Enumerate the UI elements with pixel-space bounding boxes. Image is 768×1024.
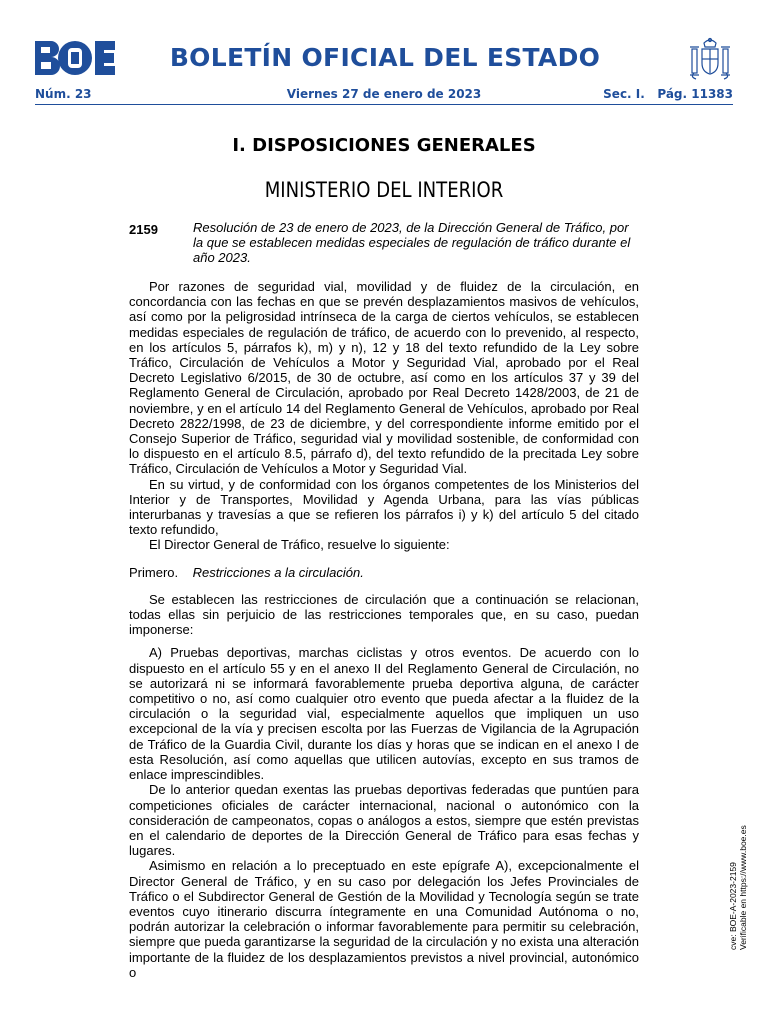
entry-number: 2159 (129, 222, 158, 237)
paragraph: A) Pruebas deportivas, marchas ciclistas y otros eventos. De acuerdo con lo dispuesto en el artículo 55 y en el anexo II del Reglamento General de Circulación, no se autorizará ni se informará favorablemente prueba deportiva alguna, de carácter competitivo o no, así como cualquier otro evento que pueda afectar a la fluidez de la circulación o la seguridad vial, especialmente aquellos que impliquen un uso excepcional de la vía y precisen escolta por las Fuerzas de Vigilancia de la Agrupación de Tráfico de la Guardia Civil, durante los días y horas que se indican en el anexo I de esta Resolución, así como aquellas que utilicen autovías, excepto en sus tramos de enlace imprescindibles. (129, 645, 639, 783)
coat-of-arms-icon (688, 37, 732, 81)
paragraph: Asimismo en relación a lo preceptuado en este epígrafe A), excepcionalmente el Director General de Tráfico, y en su caso por delegación los Jefes Provinciales de Tráfico o el Subdirector General de Gestión de la Movilidad y Tecnología según se trate eventos cuyo itinerario discurra íntegramente en una Comunidad Autónoma o no, podrán autorizar la celebración o informar favorablemente para permitir su celebración, siempre que pueda garantizarse la seguridad de la circulación y no exista una alteración importante de la fluidez de los desplazamientos previstos a nivel provincial, autonómico o (129, 858, 639, 980)
verification-link[interactable]: Verificable en https://www.boe.es (738, 825, 748, 950)
article-label: Primero. (129, 564, 179, 580)
article-title: Restricciones a la circulación. (192, 564, 364, 580)
paragraph: Por razones de seguridad vial, movilidad y de fluidez de la circulación, en concordancia con las fechas en que se prevén desplazamientos masivos de vehículos, así como por la peligrosidad intrínseca de la carga de ciertos vehículos, se establecen medidas especiales de regulación de tráfico, de acuerdo con lo prevenido, al respecto, en los artículos 5, párrafos k), m) y n), 12 y 18 del texto refundido de la Ley sobre Tráfico, Circulación de Vehículos a Motor y Seguridad Vial, aprobado por el Real Decreto Legislativo 6/2015, de 30 de octubre, así como en los artículos 37 y 39 del Reglamento General de Circulación, aprobado por Real Decreto 1428/2003, de 21 de noviembre, y en el artículo 14 del Reglamento General de Vehículos, aprobado por Real Decreto 2822/1998, de 23 de diciembre, y del correspondiente informe emitido por el Consejo Superior de Tráfico, seguridad vial y movilidad sostenible, de conformidad con lo dispuesto en el artículo 8.5, párrafo d), del texto refundido de la precitada Ley sobre Tráfico, Circulación de Vehículos a Motor y Seguridad Vial. (129, 279, 639, 477)
section-title: I. DISPOSICIONES GENERALES (232, 135, 536, 156)
cve-code: cve: BOE-A-2023-2159 (728, 862, 738, 950)
section-page: Sec. I. Pág. 11383 (603, 87, 733, 101)
ministry-title: MINISTERIO DEL INTERIOR (264, 178, 504, 202)
paragraph: El Director General de Tráfico, resuelve lo siguiente: (149, 537, 450, 553)
article-heading (129, 565, 639, 580)
boe-logo-icon[interactable] (35, 41, 115, 75)
paragraph: De lo anterior quedan exentas las pruebas deportivas federadas que puntúen para competiciones oficiales de carácter internacional, nacional o autonómico con la consideración de campeonatos, copas o análogos a estos, siempre que estén previstas en el calendario de deportes de la Dirección General de Tráfico para esas fechas y lugares. (129, 782, 639, 859)
gazette-title: BOLETÍN OFICIAL DEL ESTADO (169, 43, 601, 72)
issue-number: Núm. 23 (35, 87, 92, 101)
header-rule (35, 104, 733, 105)
paragraph: En su virtud, y de conformidad con los órganos competentes de los Ministerios del Interior y de Transportes, Movilidad y Agenda Urbana, para las vías públicas interurbanas y travesías a que se refieren los párrafos i) y k) del artículo 5 del citado texto refundido, (129, 476, 639, 538)
document-body (129, 279, 639, 980)
entry-subject: Resolución de 23 de enero de 2023, de la Dirección General de Tráfico, por la que se establecen medidas especiales de regulación de tráfico durante el año 2023. (193, 220, 631, 265)
paragraph: Se establecen las restricciones de circulación que a continuación se relacionan, todas ellas sin perjuicio de las restricciones temporales que, en su caso, puedan imponerse: (129, 591, 639, 638)
verification-note (728, 770, 748, 950)
issue-date: Viernes 27 de enero de 2023 (286, 87, 482, 101)
